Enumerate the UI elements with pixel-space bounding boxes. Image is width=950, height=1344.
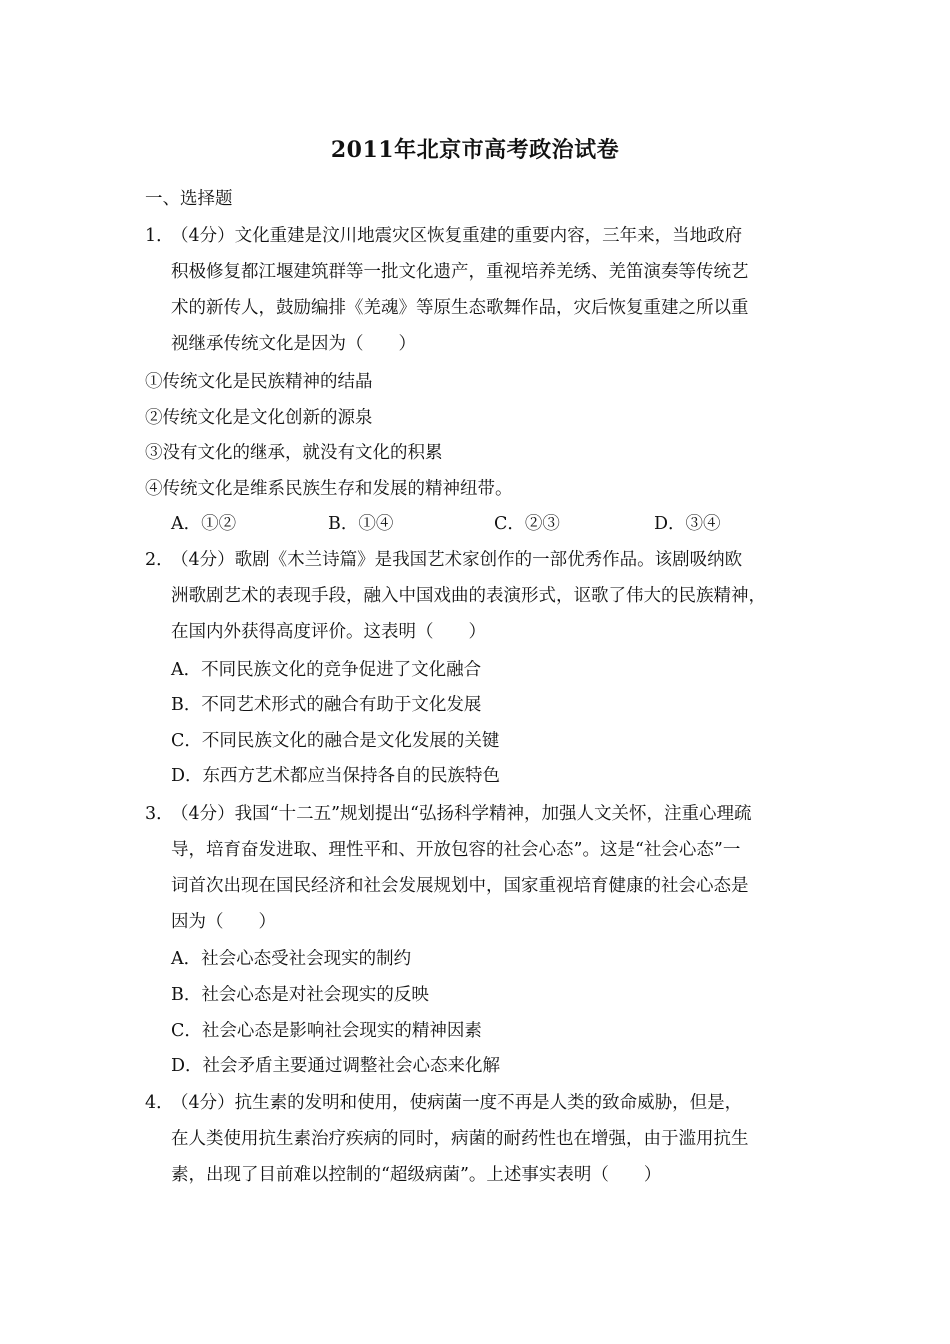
- question-4-number: 4．: [145, 1093, 174, 1113]
- question-1-option-a: A．①②: [171, 514, 237, 534]
- question-4-line: （4分）抗生素的发明和使用，使病菌一度不再是人类的致命威胁，但是，: [171, 1093, 743, 1113]
- question-1-option-c: C．②③: [494, 514, 560, 534]
- question-1-text: [171, 224, 821, 368]
- question-3-option-c: C．社会心态是影响社会现实的精神因素: [171, 1021, 482, 1041]
- question-2-option-a: A．不同民族文化的竞争促进了文化融合: [171, 660, 482, 680]
- question-2-line: （4分）歌剧《木兰诗篇》是我国艺术家创作的一部优秀作品。该剧吸纳欧: [171, 550, 743, 570]
- question-3-option-a: A．社会心态受社会现实的制约: [171, 949, 412, 969]
- question-1-option-b: B．①④: [328, 514, 394, 534]
- question-3-text: [171, 802, 821, 946]
- question-1-line: （4分）文化重建是汶川地震灾区恢复重建的重要内容，三年来，当地政府: [171, 226, 743, 246]
- question-3-option-b: B．社会心态是对社会现实的反映: [171, 985, 429, 1005]
- question-1-line: 术的新传人，鼓励编排《羌魂》等原生态歌舞作品，灾后恢复重建之所以重: [171, 298, 749, 318]
- question-1-line: 视继承传统文化是因为（ ）: [171, 334, 416, 354]
- question-2-text: [171, 548, 821, 656]
- question-2-option-b: B．不同艺术形式的融合有助于文化发展: [171, 695, 482, 715]
- question-3-number: 3．: [145, 804, 174, 824]
- question-4-line: 素，出现了目前难以控制的“超级病菌”。上述事实表明（ ）: [171, 1165, 662, 1185]
- question-3-line: 因为（ ）: [171, 912, 276, 932]
- question-2-number: 2．: [145, 550, 174, 570]
- question-3-line: 导，培育奋发进取、理性平和、开放包容的社会心态”。这是“社会心态”一: [171, 840, 741, 860]
- question-1-statement: ④传统文化是维系民族生存和发展的精神纽带。: [145, 479, 513, 499]
- question-2-option-c: C．不同民族文化的融合是文化发展的关键: [171, 731, 500, 751]
- question-3-line: 词首次出现在国民经济和社会发展规划中，国家重视培育健康的社会心态是: [171, 876, 749, 896]
- question-1-line: 积极修复都江堰建筑群等一批文化遗产，重视培养羌绣、羌笛演奏等传统艺: [171, 262, 749, 282]
- question-1-option-d: D．③④: [654, 514, 721, 534]
- question-2-line: 在国内外获得高度评价。这表明（ ）: [171, 622, 486, 642]
- question-2-option-d: D．东西方艺术都应当保持各自的民族特色: [171, 766, 501, 786]
- question-3-line: （4分）我国“十二五”规划提出“弘扬科学精神，加强人文关怀，注重心理疏: [171, 804, 752, 824]
- section-heading: 一、选择题: [145, 189, 233, 209]
- question-2-line: 洲歌剧艺术的表现手段，融入中国戏曲的表演形式，讴歌了伟大的民族精神，: [171, 586, 766, 606]
- question-4-text: [171, 1091, 821, 1199]
- page-title: 2011年北京市高考政治试卷: [330, 137, 620, 163]
- question-1-statement: ②传统文化是文化创新的源泉: [145, 408, 373, 428]
- question-1-statement: ③没有文化的继承，就没有文化的积累: [145, 443, 443, 463]
- question-1-statement: ①传统文化是民族精神的结晶: [145, 372, 373, 392]
- question-3-option-d: D．社会矛盾主要通过调整社会心态来化解: [171, 1056, 501, 1076]
- question-1-number: 1．: [145, 226, 174, 246]
- question-4-line: 在人类使用抗生素治疗疾病的同时，病菌的耐药性也在增强，由于滥用抗生: [171, 1129, 749, 1149]
